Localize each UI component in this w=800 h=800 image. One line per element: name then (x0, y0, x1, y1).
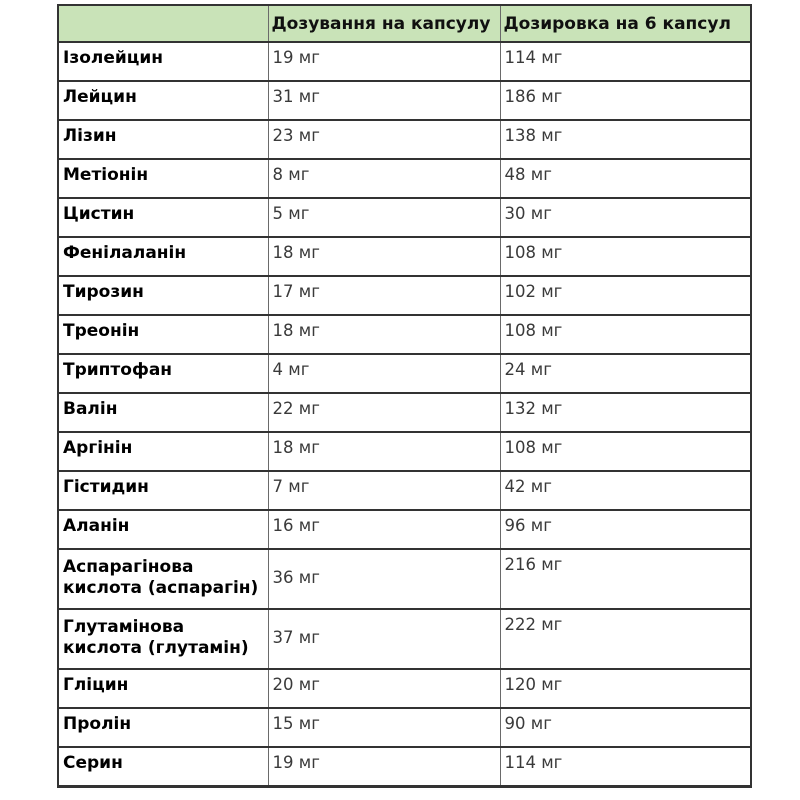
table-row (58, 315, 751, 354)
amino-acid-name-cell: Аланін (58, 510, 268, 549)
per-capsule-value-cell: 18 мг (268, 315, 500, 354)
amino-acid-name-cell: Ізолейцин (58, 42, 268, 81)
per-capsule-value-cell: 5 мг (268, 198, 500, 237)
per-6-capsules-value-cell: 114 мг (500, 747, 751, 786)
per-6-capsules-value-cell: 186 мг (500, 81, 751, 120)
table-row (58, 393, 751, 432)
per-capsule-value-cell: 20 мг (268, 669, 500, 708)
amino-acid-name-cell: Треонін (58, 315, 268, 354)
per-capsule-value-cell: 7 мг (268, 471, 500, 510)
per-6-capsules-value-cell: 108 мг (500, 237, 751, 276)
table-row (58, 669, 751, 708)
per-6-capsules-value-cell: 222 мг (500, 609, 751, 669)
amino-acid-name-cell: Триптофан (58, 354, 268, 393)
per-6-capsules-value-cell: 108 мг (500, 315, 751, 354)
per-capsule-value-cell: 18 мг (268, 432, 500, 471)
per-capsule-value-cell: 37 мг (268, 609, 500, 669)
amino-acid-dosage-table (57, 4, 752, 788)
per-6-capsules-value-cell: 42 мг (500, 471, 751, 510)
per-6-capsules-value-cell: 132 мг (500, 393, 751, 432)
amino-acid-name-cell: Гістидин (58, 471, 268, 510)
amino-acid-name-cell: Цистин (58, 198, 268, 237)
per-6-capsules-value-cell: 48 мг (500, 159, 751, 198)
amino-acid-name-cell: Лейцин (58, 81, 268, 120)
header-row (58, 5, 751, 42)
amino-acid-name-cell: Глутамінова кислота (глутамін) (58, 609, 268, 669)
per-6-capsules-value-cell: 90 мг (500, 708, 751, 747)
amino-acid-name-cell: Аргінін (58, 432, 268, 471)
amino-acid-name-cell: Лізин (58, 120, 268, 159)
table-row (58, 432, 751, 471)
header-empty-cell (58, 5, 268, 42)
per-capsule-value-cell: 8 мг (268, 159, 500, 198)
per-capsule-value-cell: 18 мг (268, 237, 500, 276)
per-capsule-value-cell: 17 мг (268, 276, 500, 315)
table-row (58, 747, 751, 786)
table-row (58, 354, 751, 393)
per-capsule-value-cell: 19 мг (268, 42, 500, 81)
per-capsule-value-cell: 31 мг (268, 81, 500, 120)
table-row (58, 609, 751, 669)
amino-acid-name-cell: Тирозин (58, 276, 268, 315)
table-row (58, 237, 751, 276)
table-row (58, 81, 751, 120)
per-6-capsules-value-cell: 102 мг (500, 276, 751, 315)
table-row (58, 120, 751, 159)
per-6-capsules-value-cell: 120 мг (500, 669, 751, 708)
per-6-capsules-value-cell: 216 мг (500, 549, 751, 609)
table-row (58, 510, 751, 549)
amino-acid-name-cell: Гліцин (58, 669, 268, 708)
per-capsule-value-cell: 22 мг (268, 393, 500, 432)
amino-acid-name-cell: Фенілаланін (58, 237, 268, 276)
per-capsule-value-cell: 36 мг (268, 549, 500, 609)
per-6-capsules-value-cell: 96 мг (500, 510, 751, 549)
per-capsule-value-cell: 15 мг (268, 708, 500, 747)
header-per-capsule: Дозування на капсулу (268, 5, 500, 42)
table-row (58, 471, 751, 510)
per-capsule-value-cell: 16 мг (268, 510, 500, 549)
amino-acid-name-cell: Валін (58, 393, 268, 432)
amino-acid-name-cell: Пролін (58, 708, 268, 747)
amino-acid-name-cell: Аспарагінова кислота (аспарагін) (58, 549, 268, 609)
table-row (58, 276, 751, 315)
per-6-capsules-value-cell: 114 мг (500, 42, 751, 81)
per-6-capsules-value-cell: 108 мг (500, 432, 751, 471)
per-capsule-value-cell: 4 мг (268, 354, 500, 393)
table-row (58, 198, 751, 237)
table-row (58, 42, 751, 81)
amino-acid-name-cell: Серин (58, 747, 268, 786)
table-row (58, 549, 751, 609)
table-row (58, 159, 751, 198)
per-capsule-value-cell: 23 мг (268, 120, 500, 159)
per-capsule-value-cell: 19 мг (268, 747, 500, 786)
table-row (58, 708, 751, 747)
per-6-capsules-value-cell: 24 мг (500, 354, 751, 393)
table-body (58, 42, 751, 786)
header-per-6-capsules: Дозировка на 6 капсул (500, 5, 751, 42)
per-6-capsules-value-cell: 138 мг (500, 120, 751, 159)
per-6-capsules-value-cell: 30 мг (500, 198, 751, 237)
amino-acid-name-cell: Метіонін (58, 159, 268, 198)
